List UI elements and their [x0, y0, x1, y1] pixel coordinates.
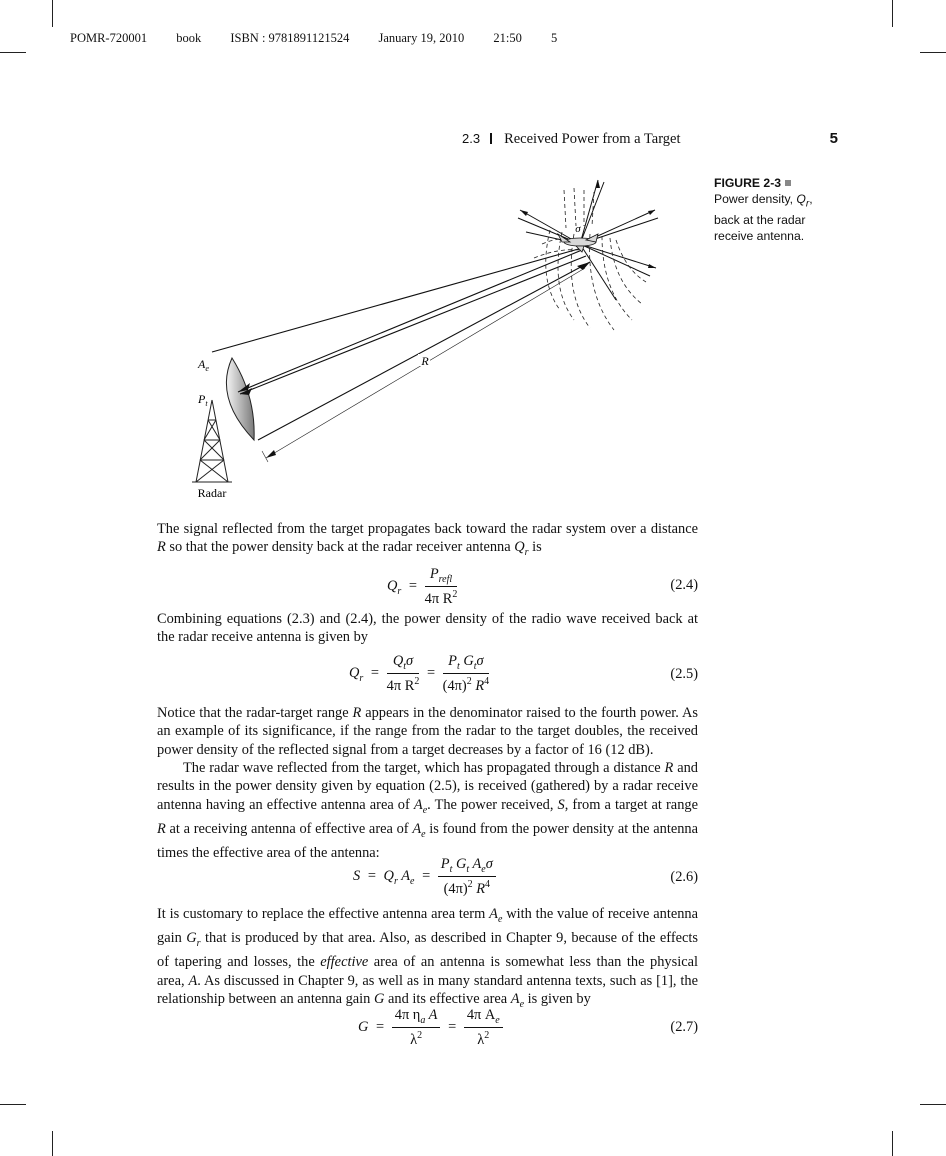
equation-number: (2.7): [670, 1019, 698, 1035]
slug-date: January 19, 2010: [378, 31, 465, 45]
print-slug: [70, 31, 583, 46]
crop-mark: [892, 0, 893, 27]
effective-area-label: $A_e$: [198, 357, 209, 373]
slug-code: POMR-720001: [70, 31, 148, 45]
equation-number: (2.4): [670, 577, 698, 593]
square-bullet-icon: [785, 180, 791, 186]
slug-type: book: [176, 31, 202, 45]
slug-isbn: ISBN : 9781891121524: [230, 31, 350, 45]
equation-number: (2.5): [670, 666, 698, 682]
paragraph-3: Notice that the radar-target range R appears in the denominator raised to the fourth power. As an example of its significance, if the range from the radar to the target doubles, the received power density of the reflected signal from a target decreases by a factor of 16 (12 dB).: [157, 705, 698, 758]
radar-figure: [150, 170, 670, 505]
caption-symbol-sub: r: [805, 198, 810, 210]
paragraph-5: It is customary to replace the effective antenna area term $A_e$ with the value of receive antenna gain $G_r$ that is produced by that area. Also, as described in Chapter 9, because of the effects of tapering and losses, the effective area of an antenna is somewhat less than the physical area, A. As discussed in Chapter 9, as well as in many standard antenna texts, such as [1], the relationship between an antenna gain G and its effective area $A_e$ is given by: [157, 906, 699, 1010]
equation-2-4: $Q_r$ = $\frac{P_{refl}}{4\pi R^2}$ (2.4): [387, 566, 698, 607]
page-number: 5: [829, 130, 838, 147]
figure-number: FIGURE 2-3: [714, 176, 782, 190]
radar-label: Radar: [197, 486, 227, 500]
rcs-sigma-label: σ: [575, 223, 581, 235]
crop-mark: [892, 1131, 893, 1156]
paragraph-2: Combining equations (2.3) and (2.4), the power density of the radio wave received back at the radar receive antenna is given by: [157, 611, 698, 646]
paragraph-1: The signal reflected from the target propagates back toward the radar system over a distance R so that the power density back at the radar receiver antenna $Q_r$ is: [157, 521, 698, 559]
paragraph-4: The radar wave reflected from the target, which has propagated through a distance R and results in the power density given by equation (2.5), is received (gathered) by a radar receive antenna having an effective antenna area of $A_e$. The power received, S, from a target at range R at a receiving antenna of effective area of $A_e$ is found from the power density at the antenna times the effective area of the antenna:: [157, 760, 698, 861]
crop-mark: [52, 1131, 53, 1156]
crop-mark: [52, 0, 53, 27]
equation-2-7: G = $\frac{4\pi \eta_a A}{\lambda^2}$ = $\frac{4\pi A_e}{\lambda^2}$ (2.7): [358, 1007, 698, 1048]
figure-caption: [714, 175, 824, 244]
crop-mark: [920, 1104, 946, 1105]
equation-2-5: $Q_r$ = $\frac{Q_t\sigma}{4\pi R^2}$ = $\frac{P_t G_t\sigma}{(4\pi)^2 R^4}$ (2.5): [349, 653, 698, 694]
slug-time: 21:50: [493, 31, 522, 45]
crop-mark: [0, 1104, 26, 1105]
divider: [490, 133, 492, 144]
radar-tower-icon: [192, 400, 232, 482]
equation-number: (2.6): [670, 869, 698, 885]
caption-text: Power density,: [714, 192, 797, 206]
crop-mark: [0, 52, 26, 53]
transmit-power-label: $P_t$: [198, 392, 208, 408]
section-title: Received Power from a Target: [504, 131, 681, 147]
caption-rest: , back at the radar receive antenna.: [714, 192, 813, 244]
caption-symbol: Q: [796, 192, 806, 206]
section-number: 2.3: [462, 131, 481, 146]
radar-dish-icon: [226, 358, 254, 440]
slug-page: 5: [550, 31, 558, 45]
running-head: [462, 131, 838, 148]
range-label: R: [421, 354, 429, 368]
crop-mark: [920, 52, 946, 53]
equation-2-6: $S = Q_r$ $A_e$ = $\frac{P_t G_t A_e\sigma}{(4\pi)^2 R^4}$ (2.6): [353, 856, 698, 897]
